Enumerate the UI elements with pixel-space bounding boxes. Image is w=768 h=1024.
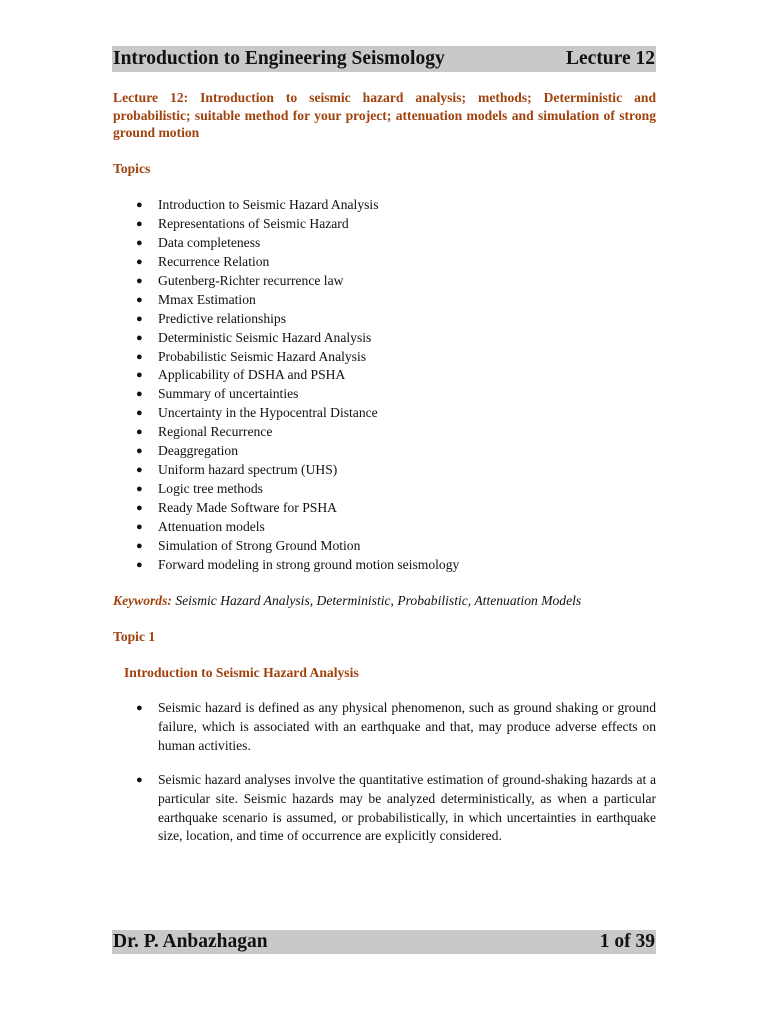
lecture-title: Lecture 12: Introduction to seismic hazard analysis; methods; Deterministic and probabilistic; suitable method for your project; attenuation models and simulation of strong ground motion xyxy=(113,90,656,140)
topic-item xyxy=(113,234,656,253)
paragraph-item xyxy=(113,771,656,846)
topic-label: Deterministic Seismic Hazard Analysis xyxy=(158,329,372,345)
topic-item xyxy=(113,404,656,423)
author-name: Dr. P. Anbazhagan xyxy=(113,931,268,952)
bullet-icon: ● xyxy=(136,774,143,786)
bullet-icon: ● xyxy=(136,255,143,268)
paragraph-item xyxy=(113,699,656,755)
topic-label: Introduction to Seismic Hazard Analysis xyxy=(158,197,379,212)
topic-label: Probabilistic Seismic Hazard Analysis xyxy=(158,348,367,364)
paragraph-list-1 xyxy=(113,699,656,755)
lecture-label: Lecture 12 xyxy=(566,48,655,69)
topic-label: Simulation of Strong Ground Motion xyxy=(158,537,361,553)
topic-label: Uniform hazard spectrum (UHS) xyxy=(158,462,338,478)
bullet-icon: ● xyxy=(136,558,143,571)
topic-label: Forward modeling in strong ground motion seismology xyxy=(158,556,460,572)
topic-item xyxy=(113,461,656,480)
bullet-icon: ● xyxy=(136,388,143,401)
topic-item xyxy=(113,499,656,518)
topic-label: Recurrence Relation xyxy=(158,253,270,269)
topic-item xyxy=(113,423,656,442)
topic1-subheading: Introduction to Seismic Hazard Analysis xyxy=(124,665,359,680)
paragraph-text: Seismic hazard is defined as any physical phenomenon, such as ground shaking or ground failure, which is associated with an earthquake and that, may produce adverse effects on human activities. xyxy=(158,700,656,753)
topic-label: Ready Made Software for PSHA xyxy=(158,500,337,515)
topic-item xyxy=(113,310,656,329)
bullet-icon: ● xyxy=(136,502,143,514)
bullet-icon: ● xyxy=(136,331,143,344)
topic-item xyxy=(113,272,656,291)
topic-label: Data completeness xyxy=(158,234,261,250)
topic-item xyxy=(113,348,656,367)
bullet-icon: ● xyxy=(136,369,143,382)
bullet-icon: ● xyxy=(136,236,143,249)
bullet-icon: ● xyxy=(136,520,143,533)
bullet-icon: ● xyxy=(136,312,143,325)
bullet-icon: ● xyxy=(136,445,143,458)
course-title: Introduction to Engineering Seismology xyxy=(113,48,445,69)
topic-label: Representations of Seismic Hazard xyxy=(158,215,349,231)
keywords-text: Seismic Hazard Analysis, Deterministic, Probabilistic, Attenuation Models xyxy=(175,593,582,608)
topic-label: Attenuation models xyxy=(158,518,265,534)
bullet-icon: ● xyxy=(136,464,143,477)
page-header xyxy=(112,46,656,72)
topic-item xyxy=(113,329,656,348)
topic-label: Predictive relationships xyxy=(158,310,286,326)
bullet-icon: ● xyxy=(136,483,143,496)
topic-label: Mmax Estimation xyxy=(158,291,256,307)
paragraph-text: Seismic hazard analyses involve the quantitative estimation of ground-shaking hazards at a particular site. Seismic hazards may be analyzed deterministically, as when a particular earthquake scenario is assumed, or probabilistically, in which uncertainties in earthquake size, location, and time of occurrence are explicitly considered. xyxy=(158,772,656,844)
topic-label: Gutenberg-Richter recurrence law xyxy=(158,272,344,288)
topic-item xyxy=(113,537,656,556)
topic1-heading: Topic 1 xyxy=(113,629,156,644)
bullet-icon: ● xyxy=(136,702,143,714)
topic-item xyxy=(113,291,656,310)
topic-item xyxy=(113,480,656,499)
topics-heading: Topics xyxy=(113,161,151,176)
bullet-icon: ● xyxy=(136,350,143,363)
topic-label: Uncertainty in the Hypocentral Distance xyxy=(158,405,378,421)
page-footer xyxy=(112,930,656,954)
bullet-icon: ● xyxy=(136,539,143,552)
bullet-icon: ● xyxy=(136,426,143,439)
topic-item xyxy=(113,196,656,215)
paragraph-list-2 xyxy=(113,771,656,846)
bullet-icon: ● xyxy=(136,274,143,287)
topic-item xyxy=(113,518,656,537)
topic-item xyxy=(113,215,656,234)
topic-label: Summary of uncertainties xyxy=(158,386,299,402)
keywords-label: Keywords: xyxy=(113,593,172,608)
topic-item xyxy=(113,442,656,461)
bullet-icon: ● xyxy=(136,407,143,420)
topic-label: Regional Recurrence xyxy=(158,424,273,440)
topic-item xyxy=(113,556,656,575)
topic-label: Deaggregation xyxy=(158,443,239,459)
bullet-icon: ● xyxy=(136,199,143,211)
topic-item xyxy=(113,366,656,385)
bullet-icon: ● xyxy=(136,293,143,306)
topic-label: Logic tree methods xyxy=(158,481,263,497)
topic-label: Applicability of DSHA and PSHA xyxy=(158,367,346,383)
topics-list xyxy=(113,196,656,575)
keywords-line xyxy=(113,593,581,609)
bullet-icon: ● xyxy=(136,217,143,230)
page-number: 1 of 39 xyxy=(599,931,655,952)
topic-item xyxy=(113,253,656,272)
topic-item xyxy=(113,385,656,404)
